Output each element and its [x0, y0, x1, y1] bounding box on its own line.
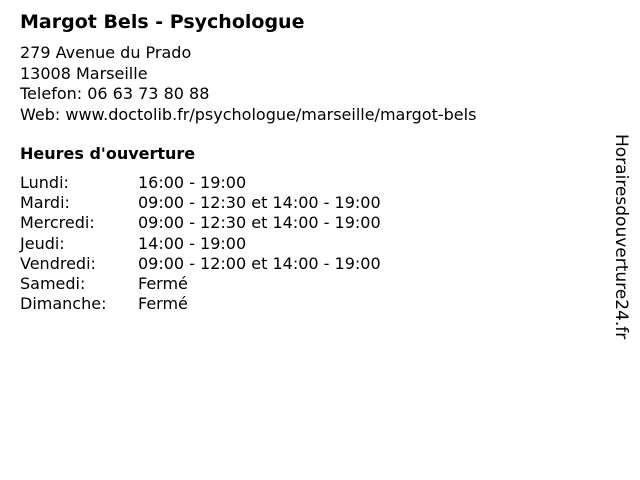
business-name: Margot Bels - Psychologue [20, 11, 305, 33]
day-label: Lundi: [20, 173, 69, 192]
time-value: 09:00 - 12:00 et 14:00 - 19:00 [138, 253, 381, 273]
hours-row-sunday [20, 294, 381, 314]
hours-row-saturday [20, 274, 381, 294]
day-label: Mercredi: [20, 213, 95, 233]
opening-hours-table [20, 173, 381, 314]
time-value: Fermé [138, 294, 188, 314]
street-address: 279 Avenue du Prado [20, 43, 192, 62]
hours-row-tuesday [20, 193, 381, 213]
hours-row-wednesday [20, 213, 381, 233]
time-value: 16:00 - 19:00 [138, 173, 247, 192]
day-label: Dimanche: [20, 294, 107, 314]
day-label: Mardi: [20, 193, 70, 213]
day-label: Samedi: [20, 273, 86, 293]
time-value: 09:00 - 12:30 et 14:00 - 19:00 [138, 213, 381, 233]
hours-row-friday [20, 254, 381, 274]
website-line: Web: www.doctolib.fr/psychologue/marseille/margot-bels [20, 104, 477, 124]
time-value: 14:00 - 19:00 [138, 233, 247, 253]
contact-block [20, 43, 476, 125]
city-line: 13008 Marseille [20, 63, 148, 83]
time-value: 09:00 - 12:30 et 14:00 - 19:00 [138, 193, 381, 213]
phone-line: Telefon: 06 63 73 80 88 [20, 84, 210, 103]
time-value: Fermé [138, 273, 188, 293]
watermark-text: Horairesdouverture24.fr [611, 134, 631, 340]
hours-row-monday [20, 173, 381, 193]
day-label: Jeudi: [20, 233, 65, 253]
day-label: Vendredi: [20, 253, 96, 273]
opening-hours-heading: Heures d'ouverture [20, 144, 196, 163]
hours-row-thursday [20, 234, 381, 254]
